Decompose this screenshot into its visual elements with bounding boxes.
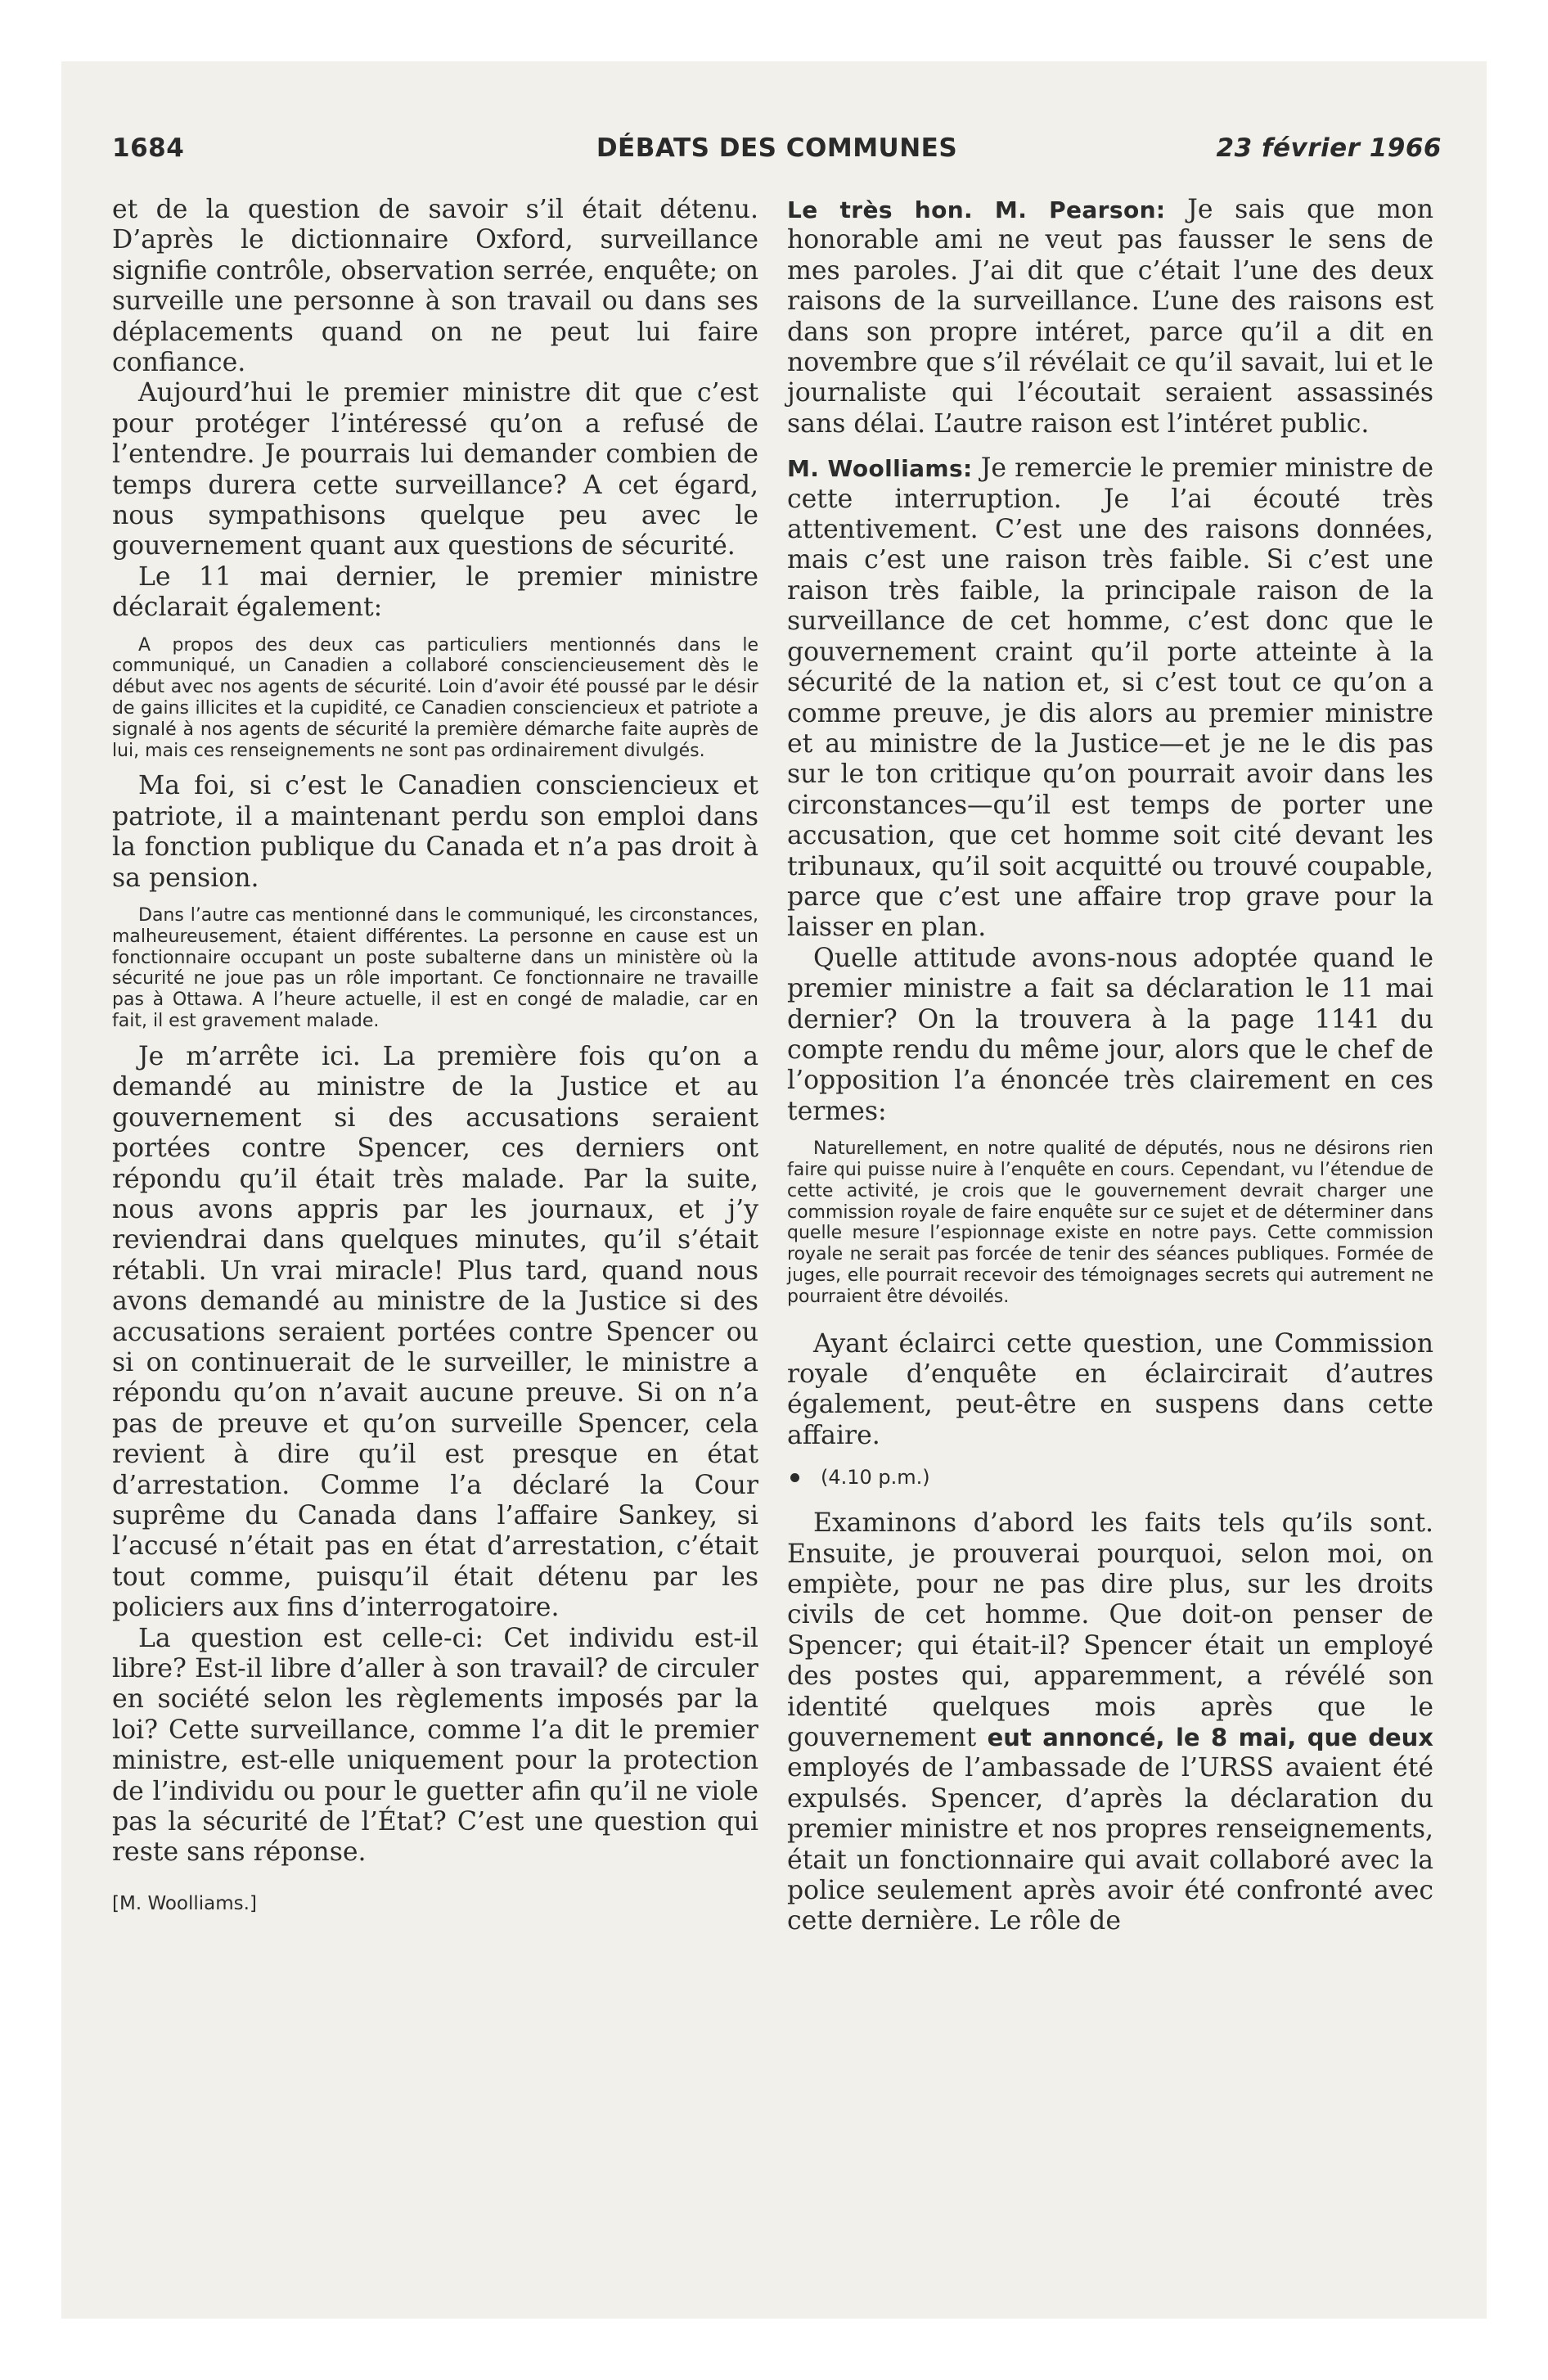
block-quote: Dans l’autre cas mentionné dans le communiqué, les circonstances, malheureusement, étaient différentes. La personne en cause est un fonctionnaire occupant un poste subalterne dans un ministère où la sécurité ne joue pas un rôle important. Ce fonctionnaire ne travaille pas à Ottawa. A l’heure actuelle, il est en congé de maladie, car en fait, il est gravement malade. [112,905,758,1032]
page-number: 1684 [112,133,185,163]
paragraph: et de la question de savoir s’il était détenu. D’après le dictionnaire Oxford, surveillance signifie contrôle, observation serrée, enquête; on surveille une personne à son travail ou dans ses déplacements quand on ne peut lui faire confiance. [112,195,758,378]
paragraph: Je m’arrête ici. La première fois qu’on a demandé au ministre de la Justice et au gouvernement si des accusations seraient portées contre Spencer, ces derniers ont répondu qu’il était très malade. Par la suite, nous avons appris par les journaux, et j’y reviendrai dans quelques minutes, qu’il s’était rétabli. Un vrai miracle! Plus tard, quand nous avons demandé au ministre de la Justice si des accusations seraient portées contre Spencer ou si on continuerait de le surveiller, le ministre a répondu qu’on n’avait aucune preuve. Si on n’a pas de preuve et qu’on surveille Spencer, cela revient à dire qu’il est presque en état d’arrestation. Comme l’a déclaré la Cour suprême du Canada dans l’affaire Sankey, si l’accusé n’était pas en état d’arrestation, c’était tout comme, puisqu’il était détenu par les policiers aux fins d’interrogatoire. [112,1041,758,1623]
paragraph: La question est celle-ci: Cet individu est-il libre? Est-il libre d’aller à son travail? de circuler en société selon les règlements imposés par la loi? Cette surveillance, comme l’a dit le premier ministre, est-elle uniquement pour la protection de l’individu ou pour le guetter afin qu’il ne viole pas la sécurité de l’État? C’est une question qui reste sans réponse. [112,1623,758,1868]
speaker-name: Le très hon. M. Pearson: [787,196,1166,223]
publication-date: 23 février 1966 [1216,133,1442,163]
speech-paragraph [787,195,1433,439]
speech-text: Je sais que mon honorable ami ne veut pas fausser le sens de mes paroles. J’ai dit que c’était l’une des deux raisons de la surveillance. L’une des raisons est dans son propre intéret, parce qu’il a dit en novembre que s’il révélait ce qu’il savait, lui et le journaliste qui l’écoutait seraient assassinés sans délai. L’autre raison est l’intéret public. [787,195,1433,439]
paragraph: Ma foi, si c’est le Canadien consciencieux et patriote, il a maintenant perdu son emploi dans la fonction publique du Canada et n’a pas droit à sa pension. [112,771,758,893]
bullet-icon [790,1473,799,1482]
speaker-name: M. Woolliams: [787,455,973,483]
speech-text: Je remercie le premier ministre de cette interruption. Je l’ai écouté très attentivement. C’est une des raisons données, mais c’est une raison très faible. Si c’est une raison très faible, la principale raison de la surveillance de cet homme, c’est donc que le gouvernement craint qu’il porte atteinte à la sécurité de la nation et, si c’est tout ce qu’on a comme preuve, je dis alors au premier ministre et au ministre de la Justice—et je ne le dis pas sur le ton critique qu’on pourrait avoir dans les circonstances—qu’il est temps de porter une accusation, que cet homme soit cité devant les tribunaux, qu’il soit acquitté ou trouvé coupable, parce que c’est une affaire trop grave pour la laisser en plan. [787,453,1433,943]
bold-text: eut annoncé, le 8 mai, que deux [987,1724,1433,1752]
speaker-attribution: [M. Woolliams.] [112,1892,257,1914]
paragraph: Le 11 mai dernier, le premier ministre déclarait également: [112,561,758,623]
text-run: Examinons d’abord les faits tels qu’ils sont. Ensuite, je prouverai pourquoi, selon moi, on empiète, pour ne pas dire plus, sur les droits civils de cet homme. Que doit-on penser de Spencer; qui était-il? Spencer était un employé des postes qui, apparemment, a révélé son identité quelques mois après que le gouvernement [787,1508,1433,1753]
paragraph: Ayant éclairci cette question, une Commission royale d’enquête en éclaircirait d’autres également, peut-être en suspens dans cette affaire. [787,1328,1433,1450]
paragraph: Quelle attitude avons-nous adoptée quand le premier ministre a fait sa déclaration le 11 mai dernier? On la trouvera à la page 1141 du compte rendu du même jour, alors que le chef de l’opposition l’a énoncée très clairement en ces termes: [787,943,1433,1126]
time-text: (4.10 p.m.) [821,1466,930,1490]
page-header [112,133,1442,174]
publication-title: DÉBATS DES COMMUNES [596,133,958,163]
timestamp [787,1466,1433,1489]
paragraph [787,1508,1433,1937]
right-column [787,195,1433,1937]
left-column [112,195,758,1914]
block-quote: A propos des deux cas particuliers mentionnés dans le communiqué, un Canadien a collaboré consciencieusement dès le début avec nos agents de sécurité. Loin d’avoir été poussé par le désir de gains illicites et la cupidité, ce Canadien consciencieux et patriote a signalé à nos agents de sécurité la première démarche faite auprès de lui, mais ces renseignements ne sont pas ordinairement divulgés. [112,634,758,761]
text-run: employés de l’ambassade de l’URSS avaient été expulsés. Spencer, d’après la déclaration du premier ministre et nos propres renseignements, était un fonctionnaire qui avait collaboré avec la police seulement après avoir été confronté avec cette dernière. Le rôle de [787,1753,1433,1936]
block-quote: Naturellement, en notre qualité de députés, nous ne désirons rien faire qui puisse nuire à l’enquête en cours. Cependant, vu l’étendue de cette activité, je crois que le gouvernement devrait charger une commission royale de faire enquête sur ce sujet et de déterminer dans quelle mesure l’espionnage existe en notre pays. Cette commission royale ne serait pas forcée de tenir des séances publiques. Formée de juges, elle pourrait recevoir des témoignages secrets qui autrement ne pourraient être dévoilés. [787,1138,1433,1307]
speech-paragraph [787,453,1433,944]
paragraph: Aujourd’hui le premier ministre dit que c’est pour protéger l’intéressé qu’on a refusé de l’entendre. Je pourrais lui demander combien de temps durera cette surveillance? A cet égard, nous sympathisons quelque peu avec le gouvernement quant aux questions de sécurité. [112,378,758,561]
